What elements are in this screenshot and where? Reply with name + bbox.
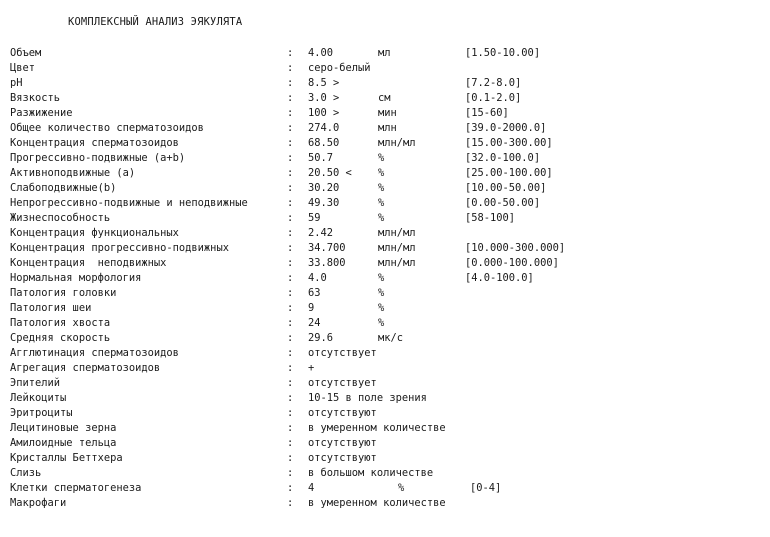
result-label: Слабоподвижные(b) <box>10 182 117 194</box>
result-label: Концентрация сперматозоидов <box>10 137 179 149</box>
result-label: Активноподвижные (a) <box>10 167 136 179</box>
result-value: 10-15 в поле зрения <box>308 392 427 404</box>
result-unit: % <box>378 302 385 314</box>
result-row <box>10 451 760 466</box>
result-label: Слизь <box>10 467 42 479</box>
result-value: отсутствуют <box>308 452 377 464</box>
separator-colon: : <box>287 62 294 74</box>
reference-range: [15.00-300.00] <box>465 137 553 149</box>
result-row <box>10 106 760 121</box>
result-unit: мин <box>378 107 397 119</box>
result-label: Прогрессивно-подвижные (a+b) <box>10 152 186 164</box>
result-value: 50.7 <box>308 152 334 164</box>
reference-range: [0-4] <box>470 482 502 494</box>
separator-colon: : <box>287 422 294 434</box>
result-row <box>10 226 760 241</box>
result-label: Разжижение <box>10 107 73 119</box>
result-value: отсутствуют <box>308 407 377 419</box>
result-label: Агрегация сперматозоидов <box>10 362 161 374</box>
result-value: + <box>308 362 315 374</box>
reference-range: [10.00-50.00] <box>465 182 547 194</box>
result-row <box>10 136 760 151</box>
result-unit: млн <box>378 122 397 134</box>
result-label: Жизнеспособность <box>10 212 111 224</box>
result-value: 100 > <box>308 107 340 119</box>
separator-colon: : <box>287 242 294 254</box>
result-label: Агглютинация сперматозоидов <box>10 347 179 359</box>
result-unit: млн/мл <box>378 227 416 239</box>
separator-colon: : <box>287 467 294 479</box>
result-row <box>10 91 760 106</box>
reference-range: [25.00-100.00] <box>465 167 553 179</box>
result-value: 59 <box>308 212 321 224</box>
result-unit: % <box>378 152 385 164</box>
result-label: Патология головки <box>10 287 117 299</box>
result-unit: % <box>378 167 385 179</box>
separator-colon: : <box>287 287 294 299</box>
result-label: Средняя скорость <box>10 332 111 344</box>
result-label: Вязкость <box>10 92 61 104</box>
reference-range: [4.0-100.0] <box>465 272 534 284</box>
result-value: 3.0 > <box>308 92 340 104</box>
result-row <box>10 391 760 406</box>
result-row <box>10 271 760 286</box>
separator-colon: : <box>287 407 294 419</box>
result-label: Концентрация функциональных <box>10 227 179 239</box>
result-value: 63 <box>308 287 321 299</box>
result-row <box>10 481 760 496</box>
result-unit: мк/с <box>378 332 404 344</box>
reference-range: [7.2-8.0] <box>465 77 522 89</box>
separator-colon: : <box>287 437 294 449</box>
result-value: 2.42 <box>308 227 334 239</box>
result-unit: % <box>398 482 405 494</box>
separator-colon: : <box>287 167 294 179</box>
result-unit: мл <box>378 47 391 59</box>
separator-colon: : <box>287 137 294 149</box>
report-title: КОМПЛЕКСНЫЙ АНАЛИЗ ЭЯКУЛЯТА <box>68 16 243 28</box>
result-value: отсутствуют <box>308 437 377 449</box>
separator-colon: : <box>287 152 294 164</box>
result-value: 20.50 < <box>308 167 352 179</box>
separator-colon: : <box>287 227 294 239</box>
result-row <box>10 151 760 166</box>
result-row <box>10 406 760 421</box>
result-row <box>10 286 760 301</box>
result-value: 8.5 > <box>308 77 340 89</box>
result-value: 24 <box>308 317 321 329</box>
result-unit: см <box>378 92 391 104</box>
result-unit: млн/мл <box>378 257 416 269</box>
separator-colon: : <box>287 92 294 104</box>
result-row <box>10 346 760 361</box>
result-label: Амилоидные тельца <box>10 437 117 449</box>
result-value: 4 <box>308 482 315 494</box>
result-unit: % <box>378 197 385 209</box>
result-value: 4.00 <box>308 47 334 59</box>
result-label: Концентрация прогрессивно-подвижных <box>10 242 229 254</box>
separator-colon: : <box>287 302 294 314</box>
separator-colon: : <box>287 452 294 464</box>
separator-colon: : <box>287 377 294 389</box>
separator-colon: : <box>287 257 294 269</box>
result-value: 33.800 <box>308 257 346 269</box>
separator-colon: : <box>287 107 294 119</box>
result-label: Лейкоциты <box>10 392 67 404</box>
reference-range: [0.1-2.0] <box>465 92 522 104</box>
result-row <box>10 181 760 196</box>
result-value: в большом количестве <box>308 467 434 479</box>
result-label: Патология шеи <box>10 302 92 314</box>
result-value: 68.50 <box>308 137 340 149</box>
result-row <box>10 496 760 511</box>
result-row <box>10 211 760 226</box>
result-row <box>10 121 760 136</box>
result-row <box>10 376 760 391</box>
reference-range: [0.000-100.000] <box>465 257 559 269</box>
separator-colon: : <box>287 197 294 209</box>
separator-colon: : <box>287 77 294 89</box>
result-row <box>10 331 760 346</box>
result-row <box>10 196 760 211</box>
result-unit: % <box>378 182 385 194</box>
result-value: в умеренном количестве <box>308 497 446 509</box>
separator-colon: : <box>287 482 294 494</box>
result-label: Макрофаги <box>10 497 67 509</box>
result-label: Цвет <box>10 62 36 74</box>
result-label: Патология хвоста <box>10 317 111 329</box>
result-row <box>10 256 760 271</box>
separator-colon: : <box>287 47 294 59</box>
result-row <box>10 301 760 316</box>
result-label: Нормальная морфология <box>10 272 142 284</box>
result-unit: % <box>378 287 385 299</box>
reference-range: [39.0-2000.0] <box>465 122 547 134</box>
result-row <box>10 241 760 256</box>
result-value: 4.0 <box>308 272 327 284</box>
result-value: 49.30 <box>308 197 340 209</box>
result-row <box>10 421 760 436</box>
separator-colon: : <box>287 362 294 374</box>
separator-colon: : <box>287 122 294 134</box>
result-row <box>10 76 760 91</box>
result-label: Кристаллы Беттхера <box>10 452 123 464</box>
result-label: Эпителий <box>10 377 61 389</box>
reference-range: [58-100] <box>465 212 516 224</box>
result-row <box>10 316 760 331</box>
results-table <box>10 46 760 511</box>
result-value: 9 <box>308 302 315 314</box>
result-row <box>10 46 760 61</box>
separator-colon: : <box>287 497 294 509</box>
reference-range: [15-60] <box>465 107 509 119</box>
result-value: отсутствует <box>308 347 377 359</box>
result-unit: млн/мл <box>378 242 416 254</box>
result-label: Общее количество сперматозоидов <box>10 122 204 134</box>
separator-colon: : <box>287 392 294 404</box>
result-row <box>10 466 760 481</box>
separator-colon: : <box>287 272 294 284</box>
result-value: в умеренном количестве <box>308 422 446 434</box>
result-unit: млн/мл <box>378 137 416 149</box>
result-value: 30.20 <box>308 182 340 194</box>
separator-colon: : <box>287 317 294 329</box>
reference-range: [0.00-50.00] <box>465 197 541 209</box>
result-label: Клетки сперматогенеза <box>10 482 142 494</box>
separator-colon: : <box>287 212 294 224</box>
result-unit: % <box>378 272 385 284</box>
result-row <box>10 61 760 76</box>
separator-colon: : <box>287 182 294 194</box>
result-label: Непрогрессивно-подвижные и неподвижные <box>10 197 248 209</box>
result-value: 29.6 <box>308 332 334 344</box>
result-value: 274.0 <box>308 122 340 134</box>
result-label: Объем <box>10 47 42 59</box>
reference-range: [10.000-300.000] <box>465 242 566 254</box>
result-value: отсутствует <box>308 377 377 389</box>
separator-colon: : <box>287 332 294 344</box>
result-unit: % <box>378 212 385 224</box>
result-unit: % <box>378 317 385 329</box>
separator-colon: : <box>287 347 294 359</box>
result-label: Лецитиновые зерна <box>10 422 117 434</box>
reference-range: [1.50-10.00] <box>465 47 541 59</box>
result-row <box>10 166 760 181</box>
result-label: Эритроциты <box>10 407 73 419</box>
result-value: 34.700 <box>308 242 346 254</box>
result-label: pH <box>10 77 23 89</box>
result-label: Концентрация неподвижных <box>10 257 167 269</box>
result-row <box>10 436 760 451</box>
result-value: серо-белый <box>308 62 371 74</box>
reference-range: [32.0-100.0] <box>465 152 541 164</box>
result-row <box>10 361 760 376</box>
